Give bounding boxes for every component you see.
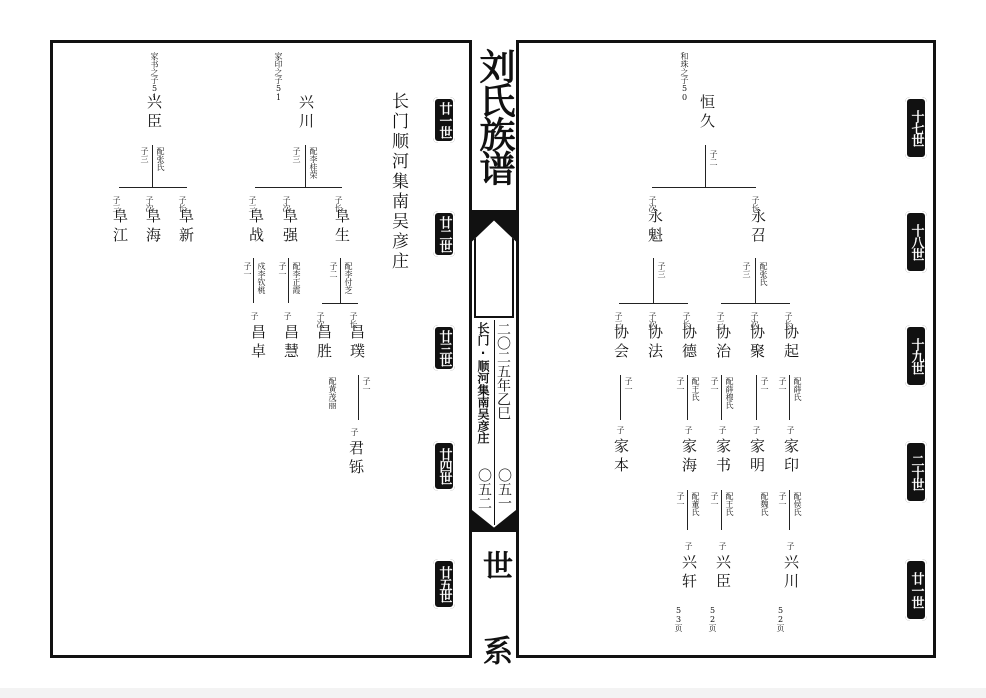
spine-section: 世 系 xyxy=(477,550,512,675)
spouse-note: 配魏氏 xyxy=(760,492,769,516)
kids-note: 子三 xyxy=(742,262,751,278)
spouse-note: 配李桂荣 xyxy=(309,147,318,179)
birth-order: 子 xyxy=(616,426,625,434)
birth-order: 子长 xyxy=(349,312,358,328)
tree-line xyxy=(721,303,790,304)
person-name: 兴川 xyxy=(297,94,315,132)
spine-title: 刘氏族谱 xyxy=(474,48,516,184)
tree-line xyxy=(358,375,359,420)
gen-label: 廿二世 xyxy=(433,211,455,257)
person-name: 阜生 xyxy=(333,208,351,246)
tree-line xyxy=(705,145,706,187)
tree-line xyxy=(652,187,756,188)
kids-note: 子三 xyxy=(140,147,149,163)
person-name: 协治 xyxy=(714,324,732,362)
birth-order: 子 xyxy=(752,426,761,434)
birth-order: 子长 xyxy=(334,196,343,212)
person-name: 昌卓 xyxy=(249,324,267,362)
person-name: 昌慧 xyxy=(282,324,300,362)
birth-order: 子长 xyxy=(682,312,691,328)
kids-note: 子二 xyxy=(709,150,718,166)
spine-divider xyxy=(494,320,495,525)
person-name: 永召 xyxy=(749,208,767,246)
person-name: 阜新 xyxy=(177,208,195,246)
parent-ref: 家印之子51 xyxy=(274,52,283,102)
birth-order: 子 xyxy=(250,312,259,320)
kids-note: 子一 xyxy=(362,377,371,393)
tree-line xyxy=(756,375,757,420)
spouse-note: 配张氏 xyxy=(156,147,165,171)
birth-order: 子三 xyxy=(112,196,121,212)
spouse-note: 配薛氏 xyxy=(793,377,802,401)
birth-order: 子次 xyxy=(750,312,759,328)
kids-note: 子三 xyxy=(292,147,301,163)
person-name: 永魁 xyxy=(646,208,664,246)
tree-line xyxy=(253,258,254,303)
spouse-note: 配黄茂丽 xyxy=(328,377,337,409)
birth-order: 子长 xyxy=(751,196,760,212)
spine-page-right: 〇五一 xyxy=(496,468,512,510)
spine-address: 长门·顺河集南吴彦庄 xyxy=(476,322,490,444)
person-name: 昌胜 xyxy=(315,324,333,362)
spouse-note: 配李付芝 xyxy=(344,262,353,294)
gen-label: 廿五世 xyxy=(433,559,455,609)
birth-order: 子长 xyxy=(784,312,793,328)
spouse-note: 配张氏 xyxy=(759,262,768,286)
gen-label: 廿一世 xyxy=(905,559,927,621)
person-name: 家本 xyxy=(612,438,630,476)
person-name: 恒久 xyxy=(698,94,716,132)
page-ref: 53页 xyxy=(674,606,683,632)
kids-note: 子一 xyxy=(710,492,719,508)
person-name: 协起 xyxy=(782,324,800,362)
birth-order: 子次 xyxy=(648,196,657,212)
kids-note: 子一 xyxy=(278,262,287,278)
spouse-note: 配王氏 xyxy=(691,377,700,401)
birth-order: 子 xyxy=(718,542,727,550)
birth-order: 子 xyxy=(350,428,359,436)
tree-line xyxy=(305,145,306,187)
person-name: 兴臣 xyxy=(714,554,732,592)
gen-label: 十八世 xyxy=(905,211,927,273)
kids-note: 子一 xyxy=(760,377,769,393)
person-name: 兴川 xyxy=(782,554,800,592)
birth-order: 子 xyxy=(684,426,693,434)
page-ref: 52页 xyxy=(708,606,717,632)
tree-line xyxy=(152,145,153,187)
left-heading: 长门顺河集南吴彦庄 xyxy=(388,92,408,272)
tree-line xyxy=(255,187,342,188)
spouse-note: 配王氏 xyxy=(725,492,734,516)
tree-line xyxy=(620,375,621,420)
birth-order: 子 xyxy=(684,542,693,550)
gen-label: 廿三世 xyxy=(433,325,455,371)
person-name: 君铄 xyxy=(347,440,365,478)
birth-order: 子次 xyxy=(282,196,291,212)
spine xyxy=(469,40,519,675)
birth-order: 子 xyxy=(786,426,795,434)
tree-line xyxy=(340,258,341,303)
person-name: 阜战 xyxy=(247,208,265,246)
spouse-note: 戍李钦桃 xyxy=(257,262,266,294)
gen-label: 廿一世 xyxy=(433,97,455,143)
parent-ref: 家书之子51 xyxy=(150,52,159,102)
spouse-note: 配李正霞 xyxy=(292,262,301,294)
person-name: 兴臣 xyxy=(145,94,163,132)
person-name: 家明 xyxy=(748,438,766,476)
birth-order: 子三 xyxy=(248,196,257,212)
bottom-strip xyxy=(0,688,986,698)
gen-label: 廿四世 xyxy=(433,441,455,491)
page-ref: 52页 xyxy=(776,606,785,632)
person-name: 协聚 xyxy=(748,324,766,362)
kids-note: 子一 xyxy=(243,262,252,278)
spouse-note: 配侯氏 xyxy=(793,492,802,516)
birth-order: 子三 xyxy=(716,312,725,328)
kids-note: 子一 xyxy=(778,377,787,393)
kids-note: 子二 xyxy=(329,262,338,278)
kids-note: 子一 xyxy=(676,492,685,508)
tree-line xyxy=(322,303,358,304)
tree-line xyxy=(755,258,756,303)
birth-order: 子 xyxy=(283,312,292,320)
birth-order: 子次 xyxy=(648,312,657,328)
spine-page-left: 〇五二 xyxy=(476,468,492,510)
kids-note: 子三 xyxy=(657,262,666,278)
person-name: 阜海 xyxy=(144,208,162,246)
tree-line xyxy=(288,258,289,303)
birth-order: 子 xyxy=(786,542,795,550)
person-name: 协德 xyxy=(680,324,698,362)
person-name: 家印 xyxy=(782,438,800,476)
tree-line xyxy=(619,303,688,304)
birth-order: 子次 xyxy=(145,196,154,212)
person-name: 昌璞 xyxy=(348,324,366,362)
birth-order: 子 xyxy=(718,426,727,434)
person-name: 家海 xyxy=(680,438,698,476)
person-name: 协法 xyxy=(646,324,664,362)
tree-line xyxy=(687,375,688,420)
gen-label: 二十世 xyxy=(905,441,927,503)
kids-note: 子一 xyxy=(778,492,787,508)
kids-note: 子一 xyxy=(624,377,633,393)
spine-ornament-box xyxy=(474,228,514,318)
spouse-note: 配董氏 xyxy=(691,492,700,516)
tree-line xyxy=(789,490,790,530)
person-name: 协会 xyxy=(612,324,630,362)
tree-line xyxy=(687,490,688,530)
person-name: 阜江 xyxy=(111,208,129,246)
birth-order: 子三 xyxy=(614,312,623,328)
tree-line xyxy=(789,375,790,420)
kids-note: 子一 xyxy=(710,377,719,393)
spouse-note: 配薛穆氏 xyxy=(725,377,734,409)
gen-label: 十九世 xyxy=(905,325,927,387)
gen-label: 十七世 xyxy=(905,97,927,159)
birth-order: 子次 xyxy=(316,312,325,328)
tree-line xyxy=(653,258,654,303)
person-name: 家书 xyxy=(714,438,732,476)
person-name: 阜强 xyxy=(281,208,299,246)
birth-order: 子长 xyxy=(178,196,187,212)
person-name: 兴轩 xyxy=(680,554,698,592)
spine-date: 二〇二五年乙巳 xyxy=(495,322,511,420)
parent-ref: 和珠之子50 xyxy=(680,52,689,102)
kids-note: 子一 xyxy=(676,377,685,393)
tree-line xyxy=(721,375,722,420)
tree-line xyxy=(119,187,187,188)
tree-line xyxy=(721,490,722,530)
